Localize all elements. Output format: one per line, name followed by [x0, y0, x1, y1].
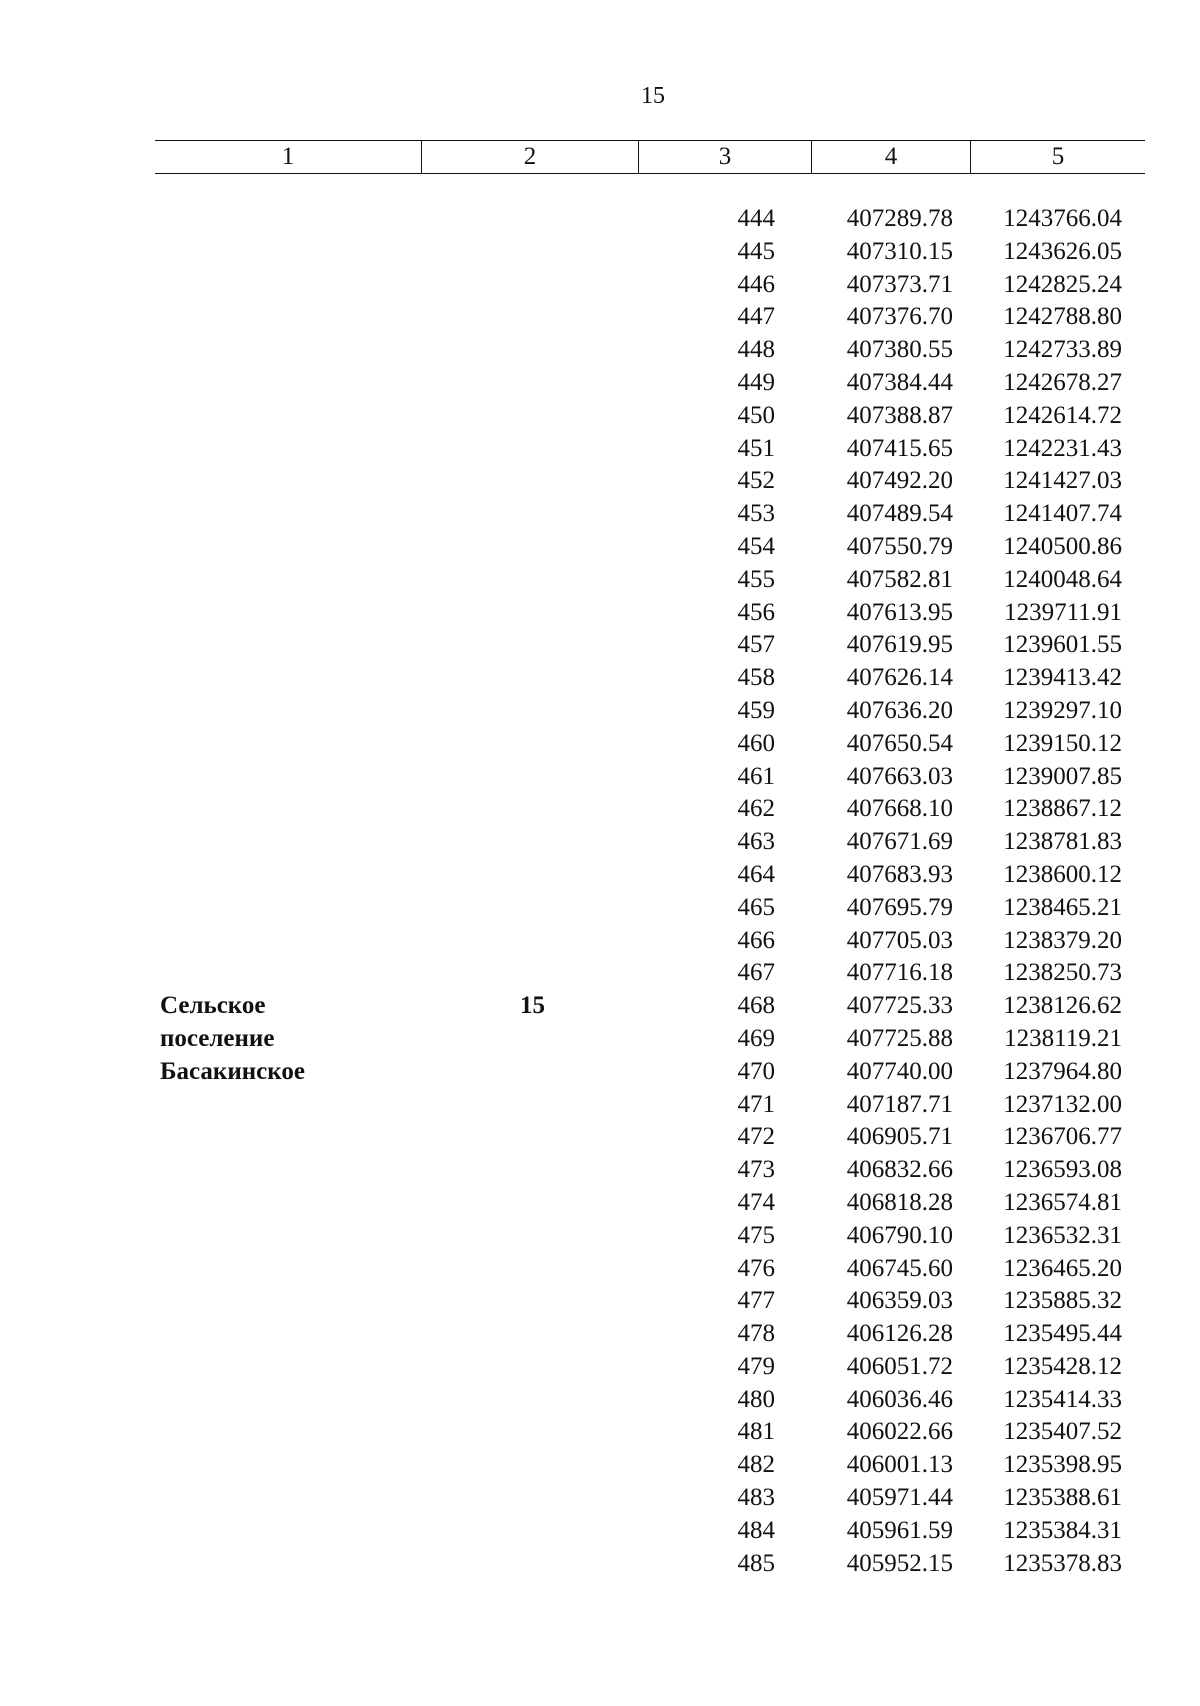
point-number-cell: 480 [737, 1385, 775, 1413]
table-row [0, 1384, 1200, 1417]
point-number-cell: 449 [737, 368, 775, 396]
y-coordinate-cell: 1240500.86 [1003, 532, 1122, 560]
y-coordinate-cell: 1238379.20 [1003, 926, 1122, 954]
x-coordinate-cell: 407636.20 [846, 696, 953, 724]
table-row [0, 662, 1200, 695]
x-coordinate-cell: 407376.70 [846, 303, 953, 331]
y-coordinate-cell: 1236593.08 [1003, 1156, 1122, 1184]
x-coordinate-cell: 406036.46 [846, 1385, 953, 1413]
y-coordinate-cell: 1238126.62 [1003, 992, 1122, 1020]
y-coordinate-cell: 1236532.31 [1003, 1221, 1122, 1249]
point-number-cell: 482 [737, 1451, 775, 1479]
x-coordinate-cell: 406022.66 [846, 1418, 953, 1446]
x-coordinate-cell: 407716.18 [846, 959, 953, 987]
table-row [0, 1318, 1200, 1351]
point-number-cell: 463 [737, 828, 775, 856]
table-row [0, 1253, 1200, 1286]
y-coordinate-cell: 1243626.05 [1003, 237, 1122, 265]
table-row [0, 433, 1200, 466]
y-coordinate-cell: 1235428.12 [1003, 1352, 1122, 1380]
y-coordinate-cell: 1242231.43 [1003, 434, 1122, 462]
table-row [0, 203, 1200, 236]
x-coordinate-cell: 407373.71 [846, 270, 953, 298]
table-row [0, 695, 1200, 728]
y-coordinate-cell: 1235495.44 [1003, 1320, 1122, 1348]
point-number-cell: 469 [737, 1024, 775, 1052]
y-coordinate-cell: 1242788.80 [1003, 303, 1122, 331]
table-row [0, 761, 1200, 794]
point-number-cell: 470 [737, 1057, 775, 1085]
x-coordinate-cell: 405952.15 [846, 1549, 953, 1577]
table-header [155, 140, 1145, 174]
point-number-cell: 485 [737, 1549, 775, 1577]
page-number: 15 [641, 83, 665, 109]
table-row [0, 1482, 1200, 1515]
point-number-cell: 451 [737, 434, 775, 462]
settlement-name-line: поселение [160, 1025, 275, 1052]
x-coordinate-cell: 407619.95 [846, 631, 953, 659]
point-number-cell: 444 [737, 205, 775, 232]
x-coordinate-cell: 407582.81 [846, 565, 953, 593]
x-coordinate-cell: 406905.71 [846, 1123, 953, 1151]
point-number-cell: 450 [737, 401, 775, 429]
table-row [0, 334, 1200, 367]
point-number-cell: 446 [737, 270, 775, 298]
x-coordinate-cell: 405961.59 [846, 1516, 953, 1544]
table-row [0, 1023, 1200, 1056]
table-row [0, 859, 1200, 892]
x-coordinate-cell: 407613.95 [846, 598, 953, 626]
table-row [0, 990, 1200, 1023]
point-number-cell: 477 [737, 1287, 775, 1315]
point-number-cell: 466 [737, 926, 775, 954]
table-row [0, 564, 1200, 597]
y-coordinate-cell: 1238465.21 [1003, 893, 1122, 921]
table-row [0, 1416, 1200, 1449]
x-coordinate-cell: 407489.54 [846, 500, 953, 528]
point-number-cell: 479 [737, 1352, 775, 1380]
y-coordinate-cell: 1237132.00 [1003, 1090, 1122, 1118]
point-number-cell: 459 [737, 696, 775, 724]
x-coordinate-cell: 405971.44 [846, 1484, 953, 1512]
x-coordinate-cell: 406126.28 [846, 1320, 953, 1348]
y-coordinate-cell: 1235384.31 [1003, 1516, 1122, 1544]
point-number-cell: 464 [737, 860, 775, 888]
y-coordinate-cell: 1237964.80 [1003, 1057, 1122, 1085]
point-number-cell: 474 [737, 1188, 775, 1216]
y-coordinate-cell: 1242614.72 [1003, 401, 1122, 429]
point-number-cell: 460 [737, 729, 775, 757]
table-row [0, 301, 1200, 334]
point-number-cell: 471 [737, 1090, 775, 1118]
y-coordinate-cell: 1239711.91 [1004, 598, 1122, 626]
point-number-cell: 462 [737, 795, 775, 823]
x-coordinate-cell: 407492.20 [846, 467, 953, 495]
y-coordinate-cell: 1241427.03 [1003, 467, 1122, 495]
x-coordinate-cell: 407388.87 [846, 401, 953, 429]
table-row [0, 957, 1200, 990]
point-number-cell: 467 [737, 959, 775, 987]
y-coordinate-cell: 1240048.64 [1003, 565, 1122, 593]
x-coordinate-cell: 406832.66 [846, 1156, 953, 1184]
point-number-cell: 452 [737, 467, 775, 495]
point-number-cell: 478 [737, 1320, 775, 1348]
point-number-cell: 458 [737, 664, 775, 692]
table-row [0, 400, 1200, 433]
point-number-cell: 457 [737, 631, 775, 659]
x-coordinate-cell: 407550.79 [846, 532, 953, 560]
y-coordinate-cell: 1243766.04 [1003, 205, 1122, 232]
settlement-name-line: Сельское [160, 992, 266, 1019]
table-row [0, 1220, 1200, 1253]
point-number-cell: 448 [737, 336, 775, 364]
x-coordinate-cell: 406359.03 [846, 1287, 953, 1315]
table-row [0, 1515, 1200, 1548]
point-number-cell: 481 [737, 1418, 775, 1446]
x-coordinate-cell: 407663.03 [846, 762, 953, 790]
table-row [0, 1449, 1200, 1482]
column-header-1: 1 [155, 141, 422, 173]
x-coordinate-cell: 407650.54 [846, 729, 953, 757]
x-coordinate-cell: 407668.10 [846, 795, 953, 823]
x-coordinate-cell: 407695.79 [846, 893, 953, 921]
table-row [0, 925, 1200, 958]
y-coordinate-cell: 1238250.73 [1003, 959, 1122, 987]
y-coordinate-cell: 1239150.12 [1003, 729, 1122, 757]
point-number-cell: 454 [737, 532, 775, 560]
coordinates-table-body [0, 203, 1200, 1580]
y-coordinate-cell: 1236574.81 [1003, 1188, 1122, 1216]
table-row [0, 1548, 1200, 1581]
table-row [0, 465, 1200, 498]
x-coordinate-cell: 407384.44 [846, 368, 953, 396]
y-coordinate-cell: 1235407.52 [1003, 1418, 1122, 1446]
point-number-cell: 455 [737, 565, 775, 593]
table-row [0, 1154, 1200, 1187]
column-header-5: 5 [1051, 143, 1065, 170]
point-number-cell: 468 [737, 992, 775, 1020]
column-header-3: 3 [639, 141, 812, 173]
point-number-cell: 473 [737, 1156, 775, 1184]
column-header-4: 4 [812, 141, 971, 173]
table-row [0, 1351, 1200, 1384]
y-coordinate-cell: 1239413.42 [1003, 664, 1122, 692]
x-coordinate-cell: 407725.33 [846, 992, 953, 1020]
point-number-cell: 453 [737, 500, 775, 528]
y-coordinate-cell: 1235414.33 [1003, 1385, 1122, 1413]
x-coordinate-cell: 406745.60 [846, 1254, 953, 1282]
y-coordinate-cell: 1239601.55 [1003, 631, 1122, 659]
x-coordinate-cell: 406790.10 [846, 1221, 953, 1249]
y-coordinate-cell: 1238119.21 [1004, 1024, 1122, 1052]
table-row [0, 367, 1200, 400]
y-coordinate-cell: 1235398.95 [1003, 1451, 1122, 1479]
y-coordinate-cell: 1236465.20 [1003, 1254, 1122, 1282]
table-row [0, 793, 1200, 826]
table-row [0, 1089, 1200, 1122]
table-row [0, 728, 1200, 761]
table-row [0, 1121, 1200, 1154]
table-row [0, 892, 1200, 925]
settlement-code: 15 [520, 992, 545, 1019]
x-coordinate-cell: 407187.71 [846, 1090, 953, 1118]
table-row [0, 597, 1200, 630]
point-number-cell: 476 [737, 1254, 775, 1282]
table-row [0, 236, 1200, 269]
x-coordinate-cell: 406001.13 [846, 1451, 953, 1479]
point-number-cell: 445 [737, 237, 775, 265]
y-coordinate-cell: 1242678.27 [1003, 368, 1122, 396]
x-coordinate-cell: 407289.78 [846, 205, 953, 232]
y-coordinate-cell: 1235388.61 [1003, 1484, 1122, 1512]
table-row [0, 629, 1200, 662]
x-coordinate-cell: 407705.03 [846, 926, 953, 954]
table-row [0, 1056, 1200, 1089]
point-number-cell: 483 [737, 1484, 775, 1512]
y-coordinate-cell: 1238600.12 [1003, 860, 1122, 888]
y-coordinate-cell: 1235378.83 [1003, 1549, 1122, 1577]
y-coordinate-cell: 1239007.85 [1003, 762, 1122, 790]
column-header-2: 2 [422, 141, 639, 173]
x-coordinate-cell: 407725.88 [846, 1024, 953, 1052]
point-number-cell: 456 [737, 598, 775, 626]
y-coordinate-cell: 1242825.24 [1003, 270, 1122, 298]
table-row [0, 498, 1200, 531]
table-row [0, 1285, 1200, 1318]
x-coordinate-cell: 407310.15 [846, 237, 953, 265]
point-number-cell: 484 [737, 1516, 775, 1544]
settlement-name-line: Басакинское [160, 1058, 305, 1085]
y-coordinate-cell: 1239297.10 [1003, 696, 1122, 724]
x-coordinate-cell: 407740.00 [846, 1057, 953, 1085]
table-row [0, 1187, 1200, 1220]
x-coordinate-cell: 406818.28 [846, 1188, 953, 1216]
x-coordinate-cell: 407683.93 [846, 860, 953, 888]
point-number-cell: 475 [737, 1221, 775, 1249]
table-row [0, 269, 1200, 302]
y-coordinate-cell: 1238867.12 [1003, 795, 1122, 823]
y-coordinate-cell: 1238781.83 [1003, 828, 1122, 856]
x-coordinate-cell: 406051.72 [846, 1352, 953, 1380]
y-coordinate-cell: 1236706.77 [1003, 1123, 1122, 1151]
table-row [0, 531, 1200, 564]
y-coordinate-cell: 1241407.74 [1003, 500, 1122, 528]
point-number-cell: 472 [737, 1123, 775, 1151]
point-number-cell: 461 [737, 762, 775, 790]
x-coordinate-cell: 407626.14 [846, 664, 953, 692]
y-coordinate-cell: 1235885.32 [1003, 1287, 1122, 1315]
point-number-cell: 465 [737, 893, 775, 921]
x-coordinate-cell: 407671.69 [846, 828, 953, 856]
x-coordinate-cell: 407380.55 [846, 336, 953, 364]
x-coordinate-cell: 407415.65 [846, 434, 953, 462]
table-row [0, 826, 1200, 859]
y-coordinate-cell: 1242733.89 [1003, 336, 1122, 364]
point-number-cell: 447 [737, 303, 775, 331]
